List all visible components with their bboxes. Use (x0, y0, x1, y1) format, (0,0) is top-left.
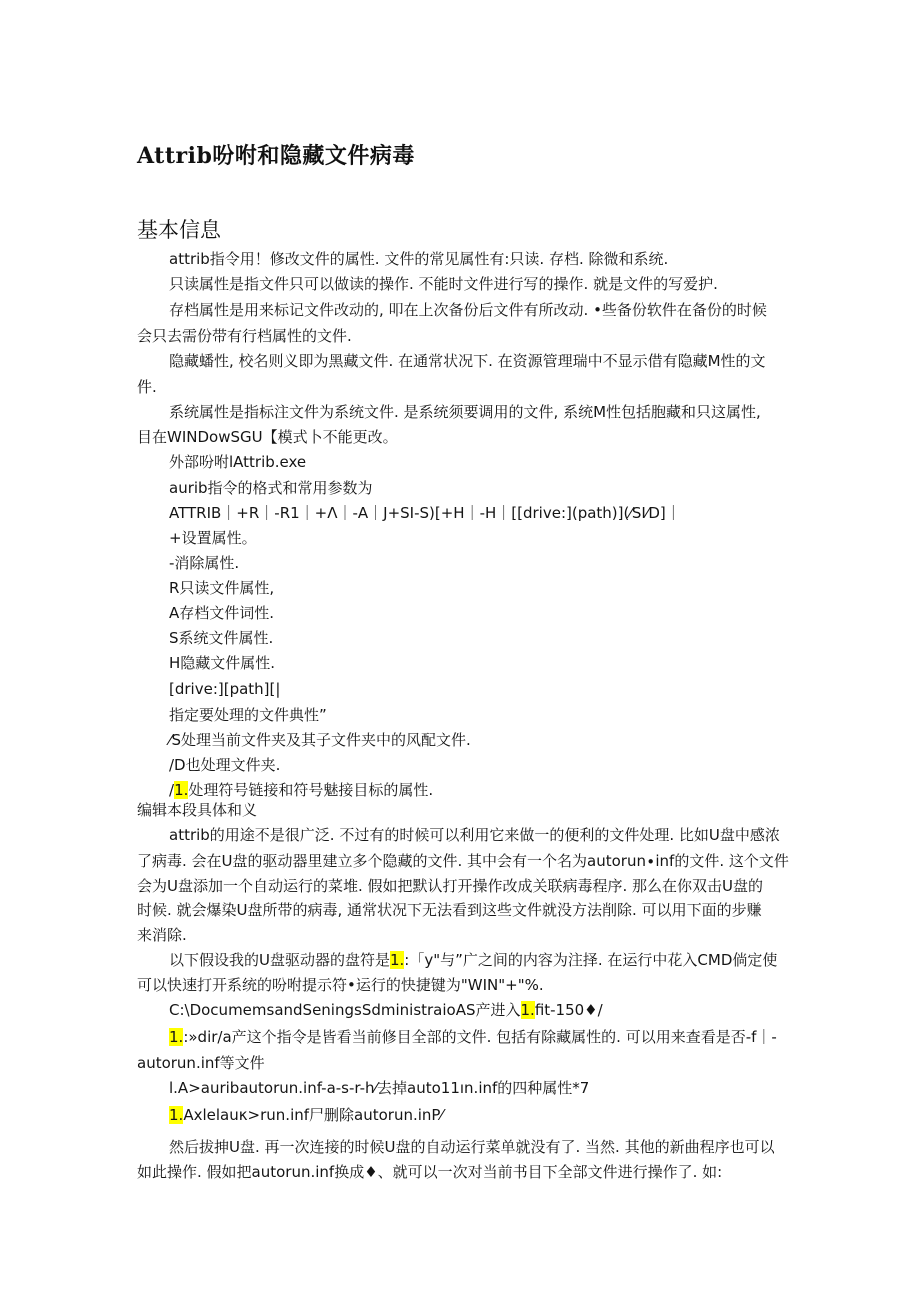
body-line: ⁄S处理当前文件夹及其子文件夹中的风配文件. (169, 731, 471, 749)
body-line: 编辑本段具体和义 (137, 801, 258, 819)
body-line: 可以快速打开系统的吩咐提示符•运行的快捷键为"WIN"+"%. (137, 976, 544, 994)
body-line: C:\DocumemsandSeningsSdministraioAS产进入1.fit-150♦/ (169, 1001, 603, 1019)
body-line: 外部吩咐lAttrib.exe (169, 453, 307, 471)
body-line: aurib指令的格式和常用参数为 (169, 479, 373, 497)
highlight-mark: 1. (389, 951, 405, 969)
body-line: 来消除. (137, 926, 187, 944)
highlight-mark: 1. (169, 1106, 184, 1124)
body-line: attrib的用途不是很广泛. 不过有的时候可以利用它来做一的便利的文件处理. 比如U盘中感浓 (169, 826, 780, 844)
body-line: 目在WINDowSGU【模式卜不能更改。 (137, 428, 398, 446)
body-line: /1.处理符号链接和符号魅接目标的属性. (169, 781, 434, 799)
document-title: Attrib吩咐和隐藏文件病毒 (137, 143, 415, 169)
body-line: autorun.inf等文件 (137, 1054, 265, 1072)
highlight-mark: 1. (520, 1001, 535, 1019)
body-line: /D也处理文件夹. (169, 756, 281, 774)
body-line: 了病毒. 会在U盘的驱动器里建立多个隐藏的文件. 其中会有一个名为autorun∙inf的文件. 这个文件 (137, 852, 789, 870)
body-line: 会为U盘添加一个自动运行的菜堆. 假如把默认打开操作改成关联病毒程序. 那么在你双击U盘的 (137, 877, 764, 895)
body-line: 存档属性是用来标记文件改动的, 叩在上次备份后文件有所改动. •些备份软件在备份的时候 (169, 301, 767, 319)
body-line: l.A>auribautorun.inf-a-s-r-h⁄去掉auto11ın.inf的四种属性*7 (169, 1079, 590, 1097)
body-line: H隐藏文件属性. (169, 654, 276, 672)
body-line: attrib指令用！修改文件的属性. 文件的常见属性有:只读. 存档. 除微和系统. (169, 250, 669, 268)
body-line: ATTRIB｜+R｜-R1｜+Λ｜-A｜J+SI-S)[+H｜-H｜[[drive:](path)](⁄SI⁄D]｜ (169, 504, 681, 522)
body-line: 件. (137, 378, 157, 396)
body-line: R只读文件属性, (169, 579, 275, 597)
body-line: 会只去需份带有行档属性的文件. (137, 327, 352, 345)
body-line: 然后拔抻U盘. 再一次连接的时候U盘的自动运行菜单就没有了. 当然. 其他的新曲程序也可以 (169, 1138, 775, 1156)
body-line: 如此操作. 假如把autorun.inf换成♦、就可以一次对当前书目下全部文件进行操作了. 如: (137, 1163, 723, 1181)
body-line: A存档文件词性. (169, 604, 275, 622)
highlight-mark: 1. (174, 781, 189, 799)
highlight-mark: 1. (169, 1028, 184, 1046)
body-line: 指定要处理的文件典性” (169, 706, 327, 724)
body-line: +设置属性。 (169, 529, 257, 547)
body-line: 隐藏蟠性, 校名则义即为黑藏文件. 在通常状况下. 在资源管理瑞中不显示借有隐藏M性的文 (169, 352, 766, 370)
body-line: 以下假设我的U盘驱动器的盘符是1.:「y"与”广之间的内容为注择. 在运行中花入CMD倘定使 (169, 951, 778, 969)
body-line: 只读属性是指文件只可以做读的操作. 不能时文件进行写的操作. 就是文件的写爱护. (169, 275, 718, 293)
body-line: 1.Axlelauκ>run.inf尸删除autorun.inP⁄ (169, 1106, 443, 1124)
body-line: 时候. 就会爆染U盘所带的病毒, 通常状况下无法看到这些文件就没方法削除. 可以用下面的步赚 (137, 901, 762, 919)
body-line: [drive:][path][| (169, 680, 281, 698)
body-line: 1.:»dir/a产这个指令是皆看当前修目全部的文件. 包括有除藏属性的. 可以用来查看是否-f｜- (169, 1028, 777, 1046)
body-line: S系统文件属性. (169, 629, 274, 647)
body-line: 系统属性是指标注文件为系统文件. 是系统须要调用的文件, 系统M性包括胞藏和只这属性, (169, 403, 761, 421)
body-line: -消除属性. (169, 554, 240, 572)
section-heading: 基本信息 (137, 218, 221, 242)
